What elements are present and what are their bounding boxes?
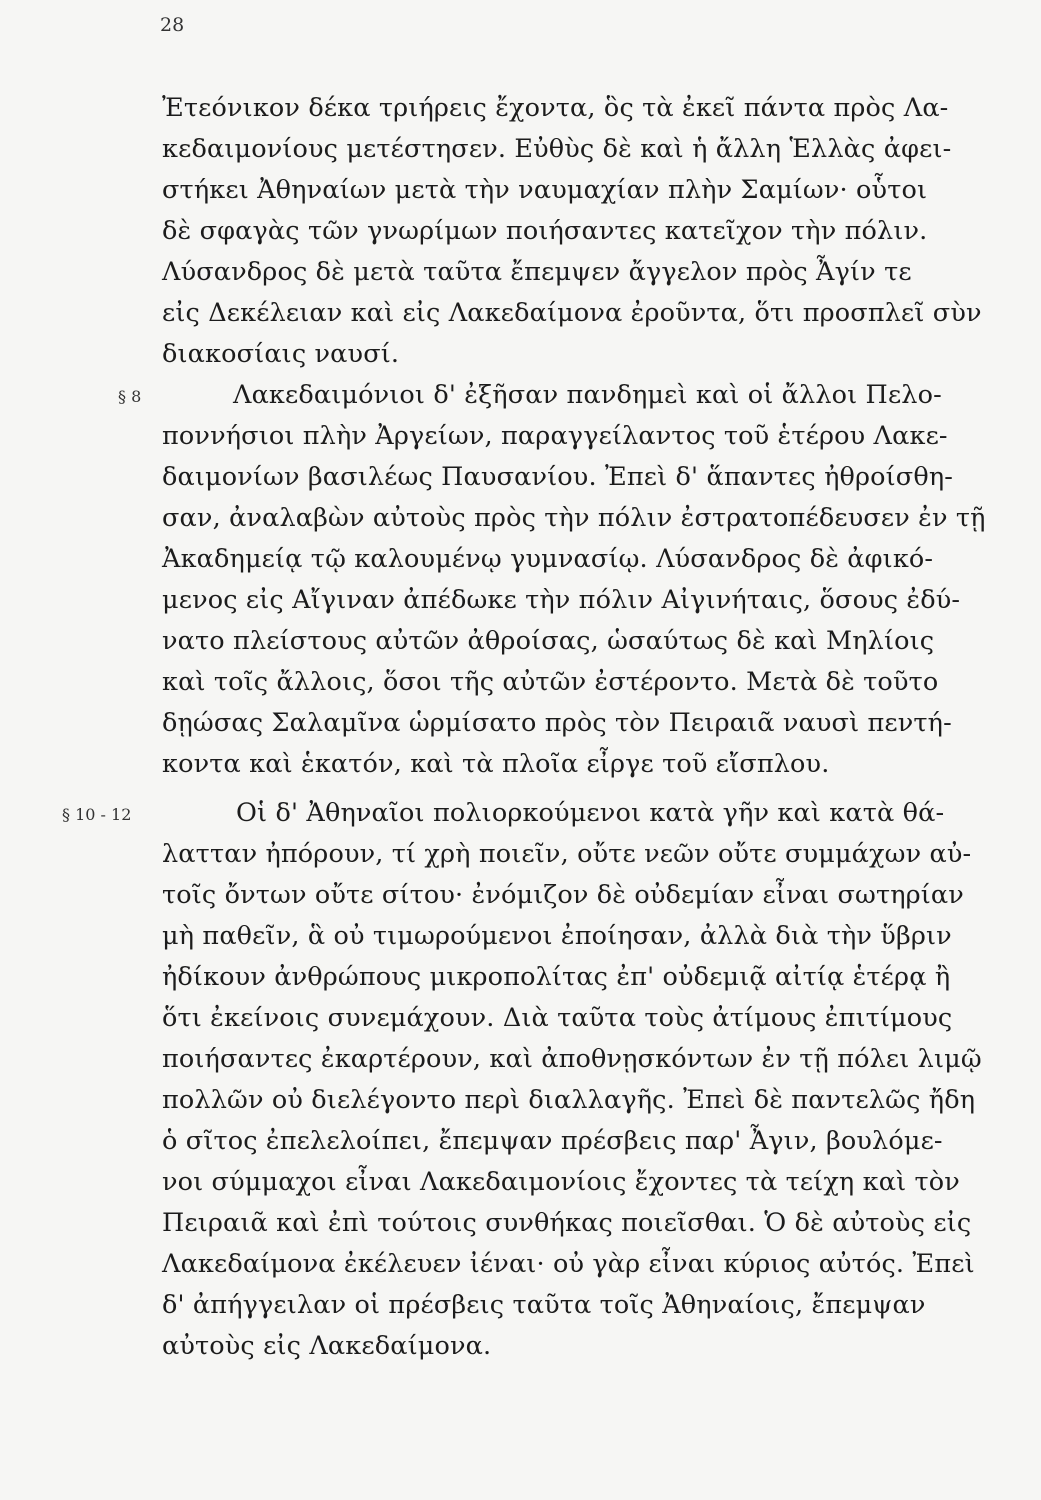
text-line: μενος εἰς Αἴγιναν ἀπέδωκε τὴν πόλιν Αἰγινήταις, ὅσους ἐδύ- — [162, 585, 961, 615]
text-line: Ἀκαδημείᾳ τῷ καλουμένῳ γυμνασίῳ. Λύσανδρος δὲ ἀφικό- — [162, 544, 934, 574]
text-line: μὴ παθεῖν, ἃ οὐ τιμωρούμενοι ἐποίησαν, ἀλλὰ διὰ τὴν ὕβριν — [162, 921, 952, 951]
text-line: δῃώσας Σαλαμῖνα ὡρμίσατο πρὸς τὸν Πειραιᾶ ναυσὶ πεντή- — [162, 708, 952, 738]
text-line: κοντα καὶ ἑκατόν, καὶ τὰ πλοῖα εἶργε τοῦ εἴσπλου. — [162, 749, 830, 779]
text-line: στήκει Ἀθηναίων μετὰ τὴν ναυμαχίαν πλὴν Σαμίων· οὗτοι — [162, 175, 928, 205]
text-line: τοῖς ὄντων οὔτε σίτου· ἐνόμιζον δὲ οὐδεμίαν εἶναι σωτηρίαν — [162, 880, 964, 910]
text-line: ὁ σῖτος ἐπελελοίπει, ἔπεμψαν πρέσβεις παρ' Ἆγιν, βουλόμε- — [162, 1126, 943, 1156]
text-line: ἠδίκουν ἀνθρώπους μικροπολίτας ἐπ' οὐδεμιᾷ αἰτίᾳ ἑτέρᾳ ἢ — [162, 962, 951, 992]
text-line: Λύσανδρος δὲ μετὰ ταῦτα ἔπεμψεν ἄγγελον πρὸς Ἆγίν τε — [162, 257, 912, 287]
text-line: δ' ἀπήγγειλαν οἱ πρέσβεις ταῦτα τοῖς Ἀθηναίοις, ἔπεμψαν — [162, 1290, 926, 1320]
text-line: νατο πλείστους αὐτῶν ἀθροίσας, ὡσαύτως δὲ καὶ Μηλίοις — [162, 626, 935, 656]
text-line: νοι σύμμαχοι εἶναι Λακεδαιμονίοις ἔχοντες τὰ τείχη καὶ τὸν — [162, 1167, 960, 1197]
text-line: Λακεδαίμονα ἐκέλευεν ἰέναι· οὐ γὰρ εἶναι κύριος αὐτός. Ἐπεὶ — [162, 1249, 975, 1279]
text-line: Πειραιᾶ καὶ ἐπὶ τούτοις συνθήκας ποιεῖσθαι. Ὁ δὲ αὐτοὺς εἰς — [162, 1208, 972, 1238]
text-line: διακοσίαις ναυσί. — [162, 339, 400, 369]
margin-note-section-10-12: § 10 - 12 — [62, 805, 132, 824]
text-line: δὲ σφαγὰς τῶν γνωρίμων ποιήσαντες κατεῖχον τὴν πόλιν. — [162, 216, 928, 246]
text-line: κεδαιμονίους μετέστησεν. Εὐθὺς δὲ καὶ ἡ ἄλλη Ἑλλὰς ἀφει- — [162, 134, 952, 164]
page-number: 28 — [160, 14, 185, 36]
text-line: Ἐτεόνικον δέκα τριήρεις ἔχοντα, ὃς τὰ ἐκεῖ πάντα πρὸς Λα- — [162, 93, 949, 123]
text-line: εἰς Δεκέλειαν καὶ εἰς Λακεδαίμονα ἐροῦντα, ὅτι προσπλεῖ σὺν — [162, 298, 982, 328]
text-line: ποννήσιοι πλὴν Ἀργείων, παραγγείλαντος τοῦ ἑτέρου Λακε- — [162, 421, 948, 451]
text-line: λατταν ἠπόρουν, τί χρὴ ποιεῖν, οὔτε νεῶν οὔτε συμμάχων αὐ- — [162, 839, 972, 869]
text-line: Οἱ δ' Ἀθηναῖοι πολιορκούμενοι κατὰ γῆν καὶ κατὰ θά- — [236, 798, 945, 828]
text-line: ποιήσαντες ἐκαρτέρουν, καὶ ἀποθνῃσκόντων ἐν τῇ πόλει λιμῷ — [162, 1044, 982, 1074]
text-line: ὅτι ἐκείνοις συνεμάχουν. Διὰ ταῦτα τοὺς ἀτίμους ἐπιτίμους — [162, 1003, 953, 1033]
text-line: δαιμονίων βασιλέως Παυσανίου. Ἐπεὶ δ' ἅπαντες ἠθροίσθη- — [162, 462, 954, 492]
text-line: πολλῶν οὐ διελέγοντο περὶ διαλλαγῆς. Ἐπεὶ δὲ παντελῶς ἤδη — [162, 1085, 976, 1115]
margin-note-section-8: § 8 — [118, 387, 142, 406]
text-line: καὶ τοῖς ἄλλοις, ὅσοι τῆς αὐτῶν ἐστέροντο. Μετὰ δὲ τοῦτο — [162, 667, 939, 697]
text-line: αὐτοὺς εἰς Λακεδαίμονα. — [162, 1331, 492, 1361]
text-line: Λακεδαιμόνιοι δ' ἐξῆσαν πανδημεὶ καὶ οἱ ἄλλοι Πελο- — [233, 380, 942, 410]
text-line: σαν, ἀναλαβὼν αὐτοὺς πρὸς τὴν πόλιν ἐστρατοπέδευσεν ἐν τῇ — [162, 503, 986, 533]
